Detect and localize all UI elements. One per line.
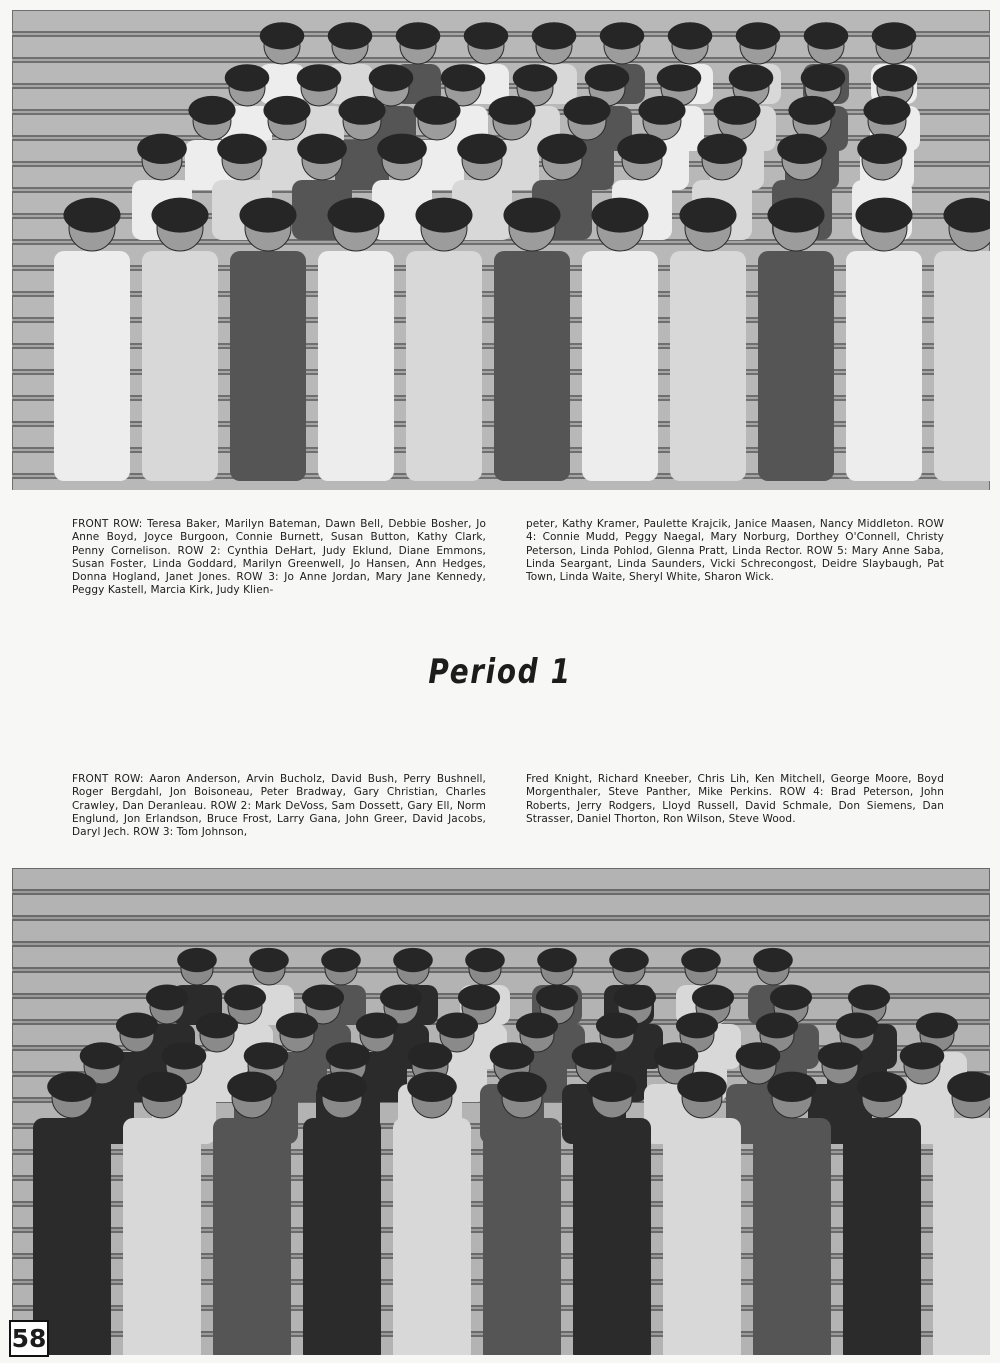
person-hair	[572, 1042, 617, 1069]
page-title: Period 1	[428, 652, 572, 692]
person-body	[663, 1118, 741, 1355]
person-body	[303, 1118, 381, 1355]
person-hair	[503, 198, 560, 233]
person-hair	[407, 1072, 457, 1102]
person-hair	[497, 1072, 547, 1102]
person-hair	[777, 134, 827, 164]
person-hair	[137, 134, 187, 164]
person-hair	[596, 1013, 638, 1039]
person-hair	[146, 985, 188, 1011]
person-hair	[488, 96, 535, 125]
person-hair	[224, 985, 266, 1011]
person-hair	[679, 198, 736, 233]
person-body	[753, 1118, 831, 1355]
person-hair	[356, 1013, 398, 1039]
person-hair	[244, 1042, 289, 1069]
person-hair	[225, 64, 270, 91]
person-hair	[377, 134, 427, 164]
class-photo-girls	[12, 10, 990, 490]
person-hair	[457, 134, 507, 164]
person-hair	[458, 985, 500, 1011]
person-body	[933, 1118, 990, 1355]
person-hair	[756, 1013, 798, 1039]
person-hair	[415, 198, 472, 233]
person-hair	[321, 948, 361, 972]
person-hair	[857, 134, 907, 164]
girls-caption-left: FRONT ROW: Teresa Baker, Marilyn Bateman, Dawn Bell, Debbie Bosher, Jo Anne Boyd, Joyce Burgoon, Connie Burnett, Susan Button, Kathy Clark, Penny Cornelison. ROW 2: Cynthia DeHart, Judy Eklund, Diane Emmons, Susan Foster, Linda Goddard, Marilyn Greenwell, Jo Hansen, Ann Hedges, Donna Hogland, Janet Jones. ROW 3: Jo Anne Jordan, Mary Jane Kennedy, Peggy Kastell, Marcia Kirk, Judy Klien-	[72, 518, 486, 597]
person-hair	[736, 22, 781, 49]
person-hair	[638, 96, 685, 125]
person-hair	[260, 22, 305, 49]
person-hair	[697, 134, 747, 164]
person-hair	[47, 1072, 97, 1102]
person-hair	[537, 948, 577, 972]
person-hair	[657, 64, 702, 91]
person-hair	[873, 64, 918, 91]
person-body	[142, 251, 218, 481]
person-hair	[137, 1072, 187, 1102]
person-hair	[855, 198, 912, 233]
person-hair	[736, 1042, 781, 1069]
person-hair	[863, 96, 910, 125]
person-hair	[676, 1013, 718, 1039]
person-hair	[848, 985, 890, 1011]
person-hair	[413, 96, 460, 125]
person-hair	[396, 22, 441, 49]
person-hair	[188, 96, 235, 125]
person-hair	[177, 948, 217, 972]
person-hair	[788, 96, 835, 125]
page-number: 58	[9, 1320, 49, 1357]
person-hair	[239, 198, 296, 233]
person-hair	[380, 985, 422, 1011]
person-body	[582, 251, 658, 481]
person-hair	[585, 64, 630, 91]
person-hair	[196, 1013, 238, 1039]
person-hair	[217, 134, 267, 164]
person-hair	[916, 1013, 958, 1039]
person-hair	[464, 22, 509, 49]
person-hair	[857, 1072, 907, 1102]
person-hair	[591, 198, 648, 233]
class-photo-boys	[12, 868, 990, 1355]
bleacher-step	[12, 920, 990, 942]
person-hair	[516, 1013, 558, 1039]
person-hair	[441, 64, 486, 91]
person-hair	[63, 198, 120, 233]
person-hair	[338, 96, 385, 125]
person-hair	[713, 96, 760, 125]
person-body	[670, 251, 746, 481]
person-hair	[317, 1072, 367, 1102]
girls-photo-illustration	[12, 10, 990, 490]
person-body	[758, 251, 834, 481]
person-hair	[227, 1072, 277, 1102]
person-hair	[801, 64, 846, 91]
person-hair	[326, 1042, 371, 1069]
person-body	[318, 251, 394, 481]
person-hair	[563, 96, 610, 125]
person-hair	[116, 1013, 158, 1039]
person-hair	[369, 64, 414, 91]
person-hair	[436, 1013, 478, 1039]
person-hair	[513, 64, 558, 91]
person-hair	[692, 985, 734, 1011]
person-hair	[668, 22, 713, 49]
person-hair	[162, 1042, 207, 1069]
person-hair	[617, 134, 667, 164]
person-body	[934, 251, 990, 481]
person-hair	[276, 1013, 318, 1039]
person-hair	[729, 64, 774, 91]
person-hair	[872, 22, 917, 49]
person-hair	[767, 1072, 817, 1102]
person-hair	[587, 1072, 637, 1102]
boys-caption-right: Fred Knight, Richard Kneeber, Chris Lih, Ken Mitchell, George Moore, Boyd Morgenthaler, Steve Panther, Mike Perkins. ROW 4: Brad Peterson, John Roberts, Jerry Rodgers, Lloyd Russell, David Schmale, Don Siemens, Dan Strasser, Daniel Thorton, Ron Wilson, Steve Wood.	[526, 773, 944, 825]
person-body	[494, 251, 570, 481]
person-hair	[302, 985, 344, 1011]
person-hair	[753, 948, 793, 972]
person-hair	[600, 22, 645, 49]
person-hair	[804, 22, 849, 49]
person-hair	[249, 948, 289, 972]
bleacher-step	[12, 868, 990, 890]
person-hair	[836, 1013, 878, 1039]
person-hair	[537, 134, 587, 164]
person-hair	[532, 22, 577, 49]
person-body	[406, 251, 482, 481]
person-hair	[818, 1042, 863, 1069]
person-hair	[297, 64, 342, 91]
boys-caption-left: FRONT ROW: Aaron Anderson, Arvin Bucholz, David Bush, Perry Bushnell, Roger Bergdahl, Jon Boisoneau, Peter Bradway, Gary Christian, Charles Crawley, Dan Deranleau. ROW 2: Mark DeVoss, Sam Dossett, Gary Ell, Norm Englund, Jon Erlandson, Bruce Frost, Larry Gana, John Greer, David Jacobs, Daryl Jech. ROW 3: Tom Johnson,	[72, 773, 486, 839]
person-hair	[490, 1042, 535, 1069]
girls-caption-right: peter, Kathy Kramer, Paulette Krajcik, Janice Maasen, Nancy Middleton. ROW 4: Connie Mudd, Peggy Naegal, Mary Norburg, Dorthey O'Connell, Christy Peterson, Linda Pohlod, Glenna Pratt, Linda Rector. ROW 5: Mary Anne Saba, Linda Seargant, Linda Saunders, Vicki Schrecongost, Deidre Slaybaugh, Pat Town, Linda Waite, Sheryl White, Sharon Wick.	[526, 518, 944, 584]
person-body	[573, 1118, 651, 1355]
person-body	[846, 251, 922, 481]
person-body	[54, 251, 130, 481]
person-hair	[328, 22, 373, 49]
person-hair	[770, 985, 812, 1011]
person-hair	[80, 1042, 125, 1069]
person-body	[123, 1118, 201, 1355]
person-hair	[151, 198, 208, 233]
person-body	[843, 1118, 921, 1355]
person-hair	[327, 198, 384, 233]
person-hair	[767, 198, 824, 233]
bleacher-step	[12, 894, 990, 916]
person-hair	[681, 948, 721, 972]
person-body	[393, 1118, 471, 1355]
person-hair	[654, 1042, 699, 1069]
person-body	[230, 251, 306, 481]
person-hair	[408, 1042, 453, 1069]
person-hair	[393, 948, 433, 972]
person-body	[483, 1118, 561, 1355]
person-hair	[263, 96, 310, 125]
person-hair	[614, 985, 656, 1011]
person-hair	[609, 948, 649, 972]
person-hair	[297, 134, 347, 164]
person-body	[213, 1118, 291, 1355]
person-hair	[677, 1072, 727, 1102]
person-hair	[900, 1042, 945, 1069]
person-hair	[536, 985, 578, 1011]
person-hair	[465, 948, 505, 972]
boys-photo-illustration	[12, 868, 990, 1355]
